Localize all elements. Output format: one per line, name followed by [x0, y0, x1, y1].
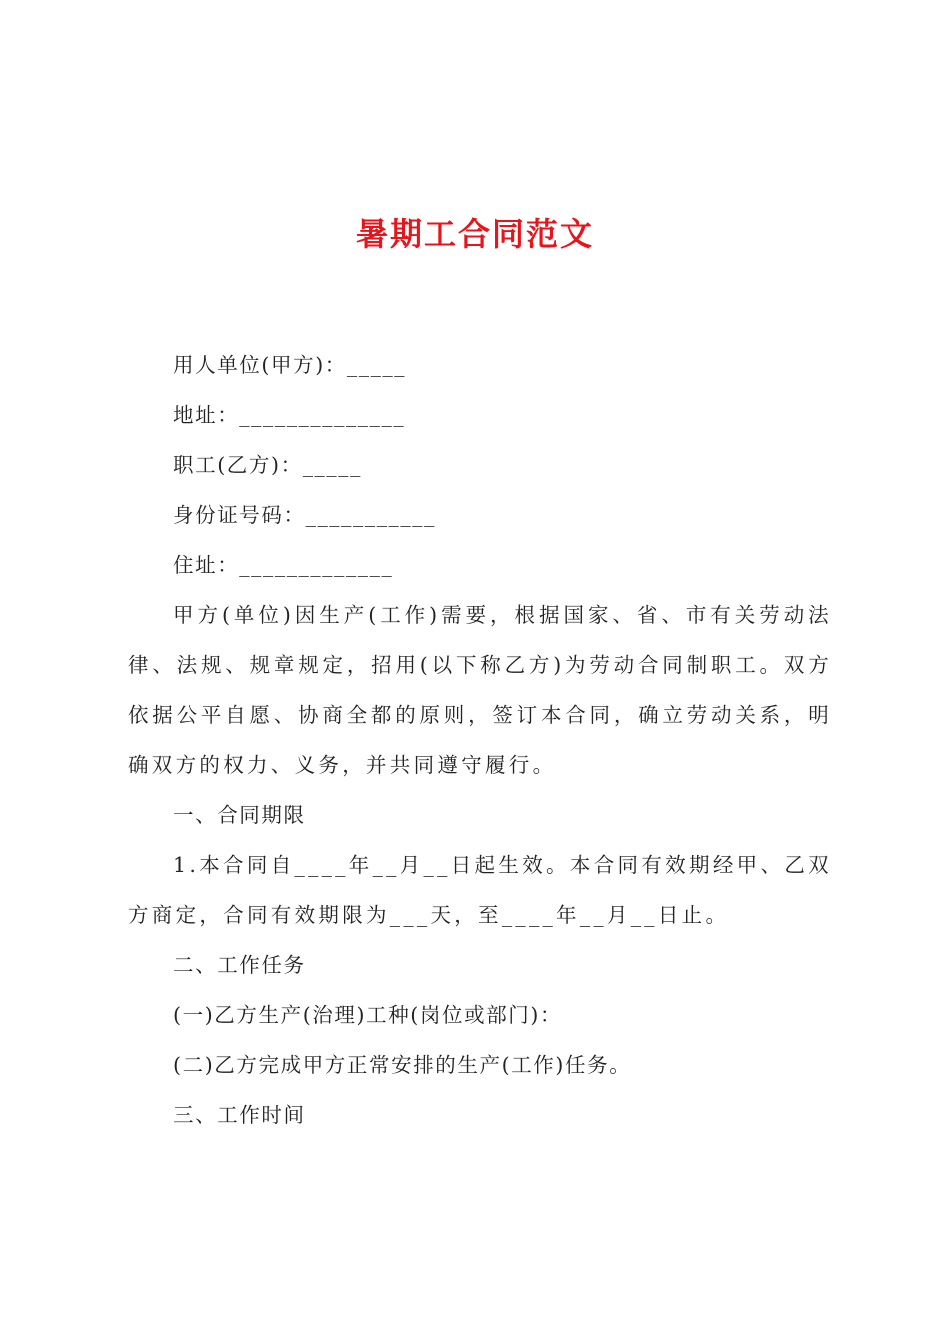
- section-3-heading: 三、工作时间: [173, 1103, 306, 1127]
- section-1-heading: 一、合同期限: [173, 803, 306, 827]
- id-number-line: 身份证号码：___________: [173, 503, 436, 527]
- employer-address-line: 地址：______________: [173, 403, 406, 427]
- section-1-paragraph: 1.本合同自____年__月__日起生效。本合同有效期经甲、乙双方商定，合同有效期限为___天，至____年__月__日止。: [128, 853, 832, 927]
- document-title: 暑期工合同范文: [355, 215, 594, 253]
- employee-line: 职工(乙方)：_____: [173, 453, 362, 477]
- document-body: [128, 340, 832, 1140]
- section-2-item-1: (一)乙方生产(治理)工种(岗位或部门)：: [173, 1003, 563, 1027]
- employee-address-line: 住址：_____________: [173, 553, 394, 577]
- section-2-item-2: (二)乙方完成甲方正常安排的生产(工作)任务。: [173, 1053, 632, 1077]
- intro-paragraph: 甲方(单位)因生产(工作)需要，根据国家、省、市有关劳动法律、法规、规章规定，招用(以下称乙方)为劳动合同制职工。双方依据公平自愿、协商全都的原则，签订本合同，确立劳动关系，明确双方的权力、义务，并共同遵守履行。: [128, 603, 832, 777]
- section-2-heading: 二、工作任务: [173, 953, 306, 977]
- employer-line: 用人单位(甲方)：_____: [173, 353, 407, 377]
